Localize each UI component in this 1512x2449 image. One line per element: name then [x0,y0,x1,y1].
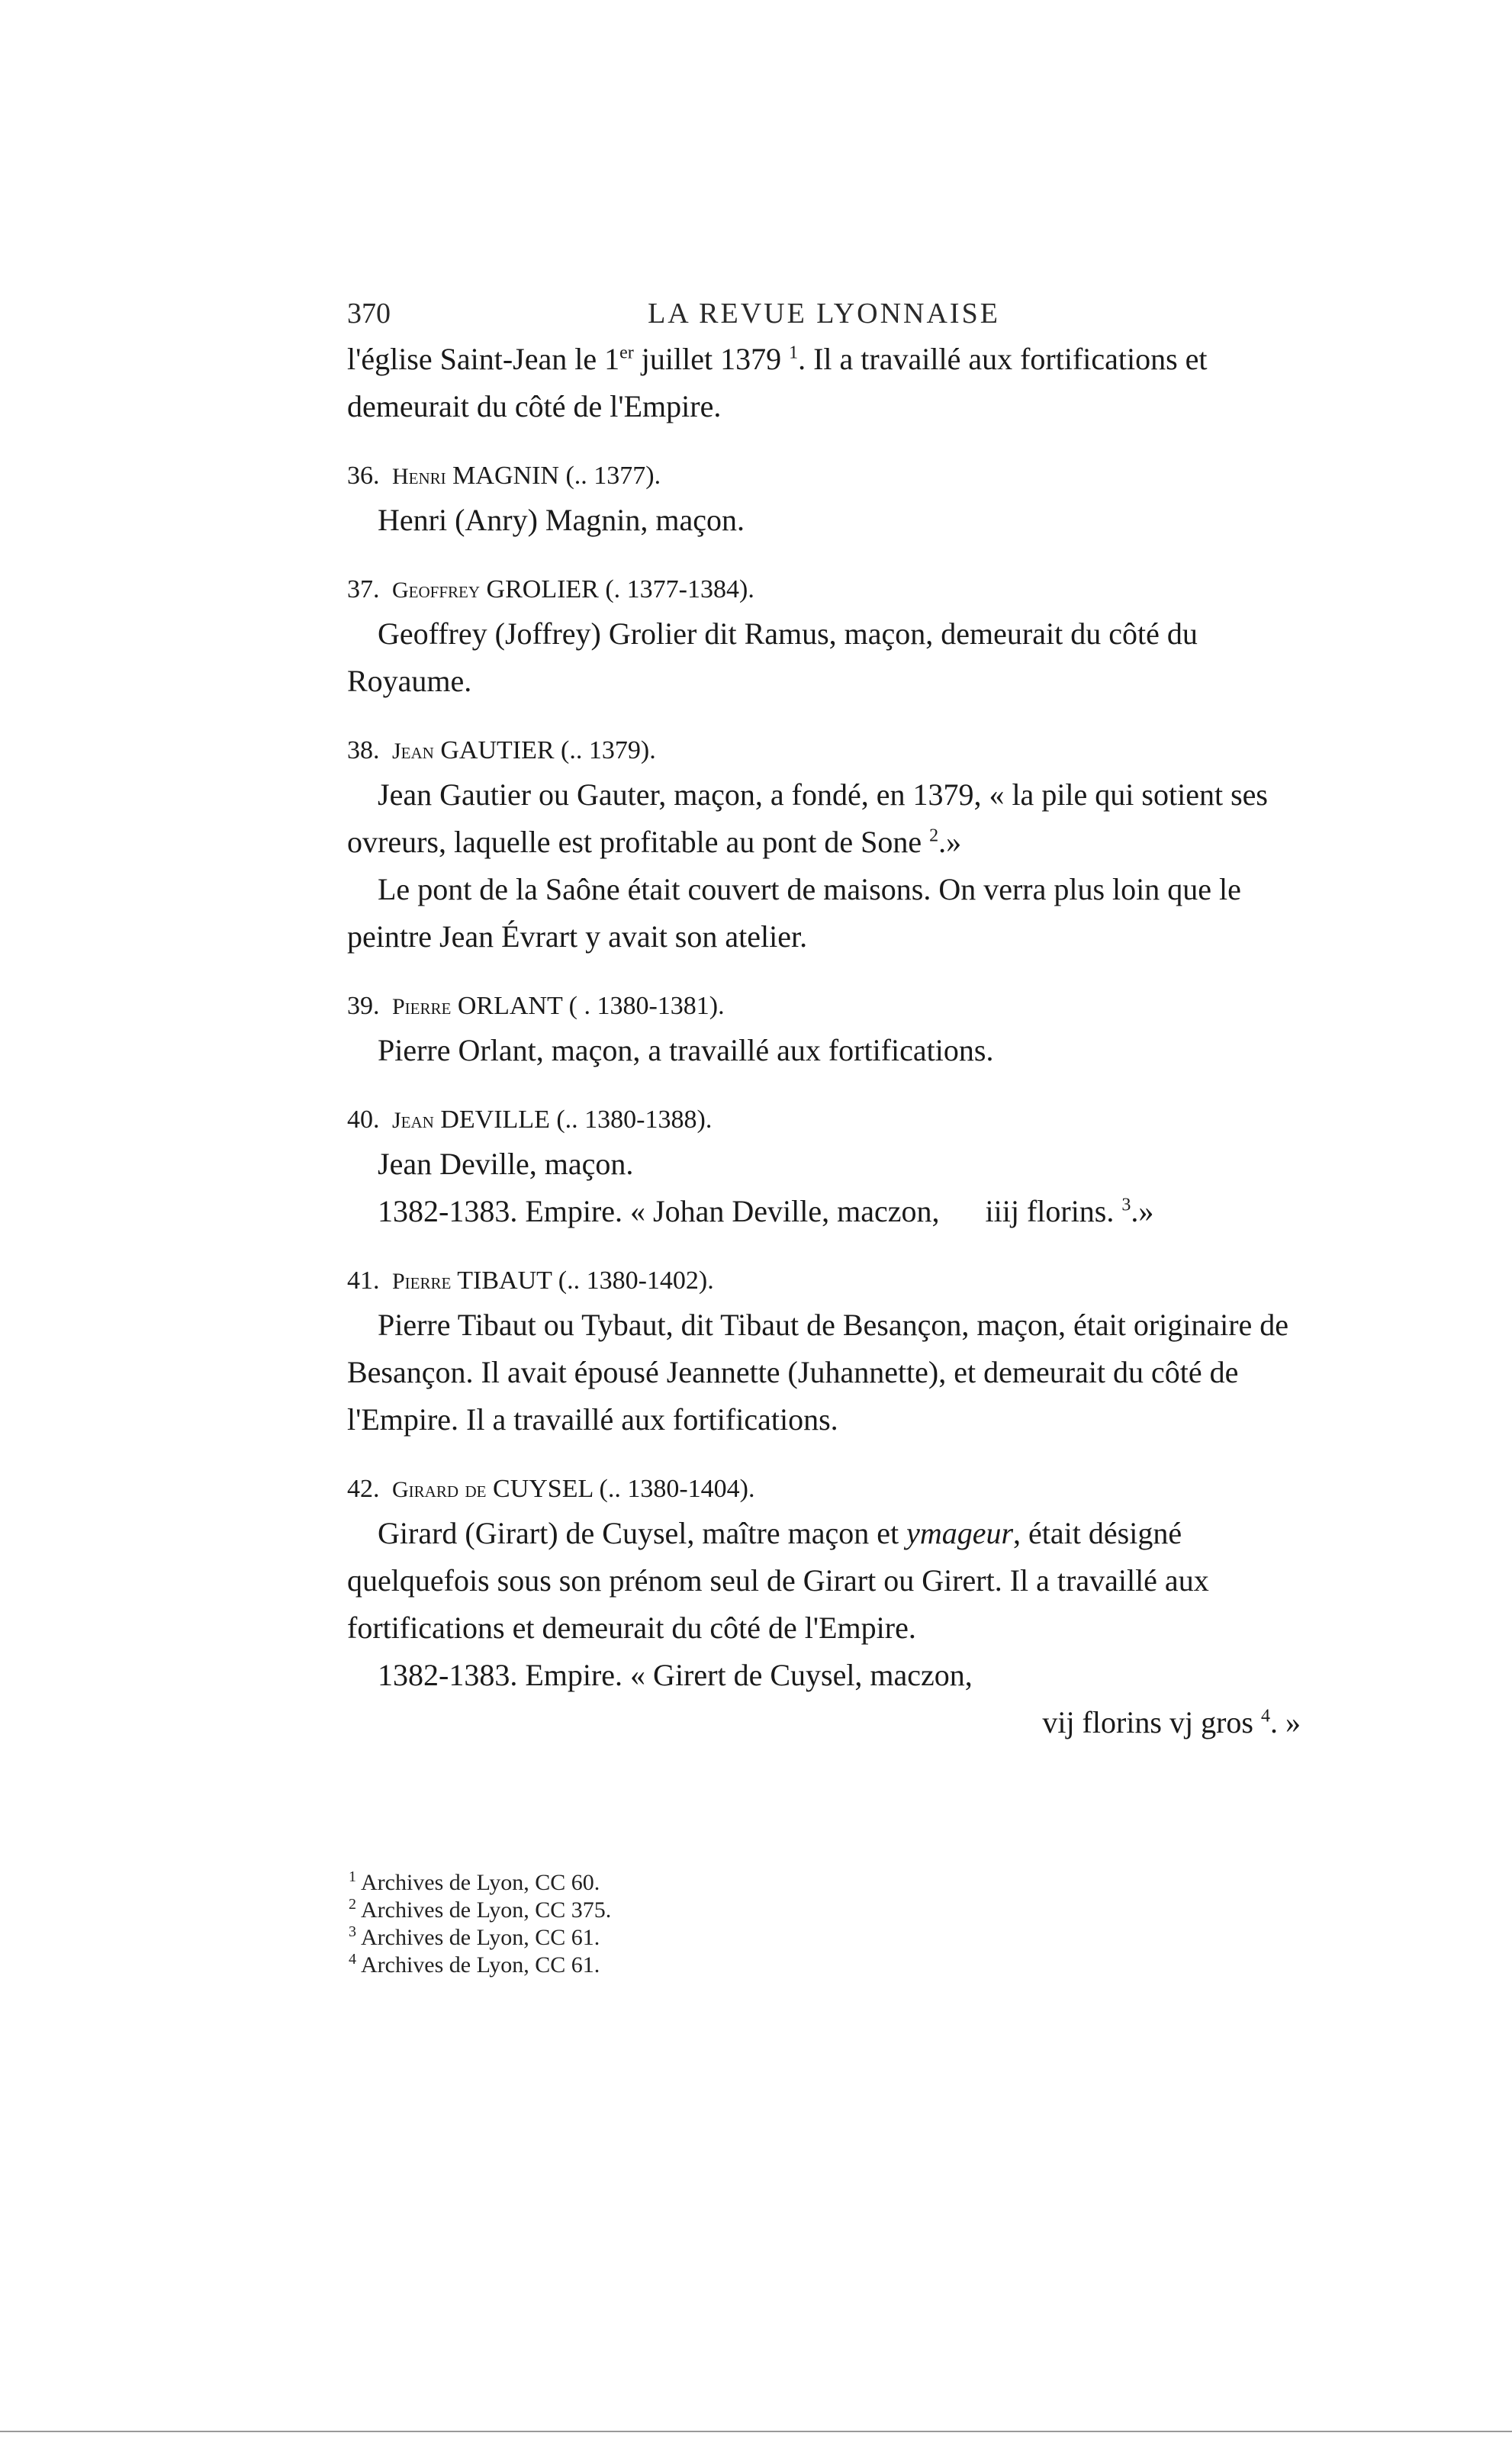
entry-body: Jean Deville, maçon. [378,1147,634,1181]
footnotes [347,1869,957,1979]
footnote: $^4$ Archives de Lyon, CC 61. [349,1951,600,1978]
footnote: $^2$ Archives de Lyon, CC 375. [349,1896,612,1923]
entry-body: Pierre Tibaut ou Tybaut, dit Tibaut de Besançon, maçon, était originaire de Besançon. Il avait épousé Jeannette (Juhannette), et demeurait du côté de l'Empire. Il a travaillé aux fortifications. [347,1308,1289,1437]
entry-heading: 36. Henri MAGNIN (.. 1377). [347,462,661,490]
page-number: 370 [347,298,391,330]
archival-quote: 1382-1383. Empire. « Johan Deville, maczon, iiij florins. $^3$.» [378,1194,1154,1228]
entry-heading: 40. Jean DEVILLE (.. 1380-1388). [347,1105,713,1134]
page-body [347,290,1301,1746]
archival-quote-amount: vij florins vj gros $^4$. » [1042,1705,1301,1739]
archival-quote: 1382-1383. Empire. « Girert de Cuysel, maczon, [378,1658,973,1692]
entry-body: Girard (Girart) de Cuysel, maître maçon et ymageur, était désigné quelquefois sous son prénom seul de Girart ou Girert. Il a travaillé aux fortifications et demeurait du côté de l'Empire. [347,1516,1209,1645]
entry-heading: 41. Pierre TIBAUT (.. 1380-1402). [347,1266,714,1295]
footnote-ref: 4 [1261,1706,1270,1727]
running-header [347,290,1301,336]
entry-heading: 38. Jean GAUTIER (.. 1379). [347,736,656,764]
running-title: LA REVUE LYONNAISE [648,298,1000,330]
footnote-ref: 2 [929,825,939,846]
entry-body: Henri (Anry) Magnin, maçon. [378,503,745,537]
entry-heading: 42. Girard de CUYSEL (.. 1380-1404). [347,1475,755,1503]
footnote: $^3$ Archives de Lyon, CC 61. [349,1923,600,1950]
entry-body: Geoffrey (Joffrey) Grolier dit Ramus, maçon, demeurait du côté du Royaume. [347,616,1198,698]
entry-body: Pierre Orlant, maçon, a travaillé aux fortifications. [378,1033,994,1067]
footnote-ref: 3 [1121,1195,1131,1215]
entry-body-note: Le pont de la Saône était couvert de maisons. On verra plus loin que le peintre Jean Évrart y avait son atelier. [347,872,1241,954]
footnote: $^1$ Archives de Lyon, CC 60. [349,1868,600,1895]
entry-heading: 37. Geoffrey GROLIER (. 1377-1384). [347,575,754,603]
entry-heading: 39. Pierre ORLANT ( . 1380-1381). [347,992,725,1020]
intro-paragraph: l'église Saint-Jean le 1er juillet 1379 $^1$. Il a travaillé aux fortifications et demeurait du côté de l'Empire. [347,342,1208,423]
page-bottom-rule [0,2431,1512,2432]
footnote-ref: 1 [789,343,799,363]
entry-body: Jean Gautier ou Gauter, maçon, a fondé, en 1379, « la pile qui sotient ses ovreurs, laquelle est profitable au pont de Sone $^2$.» [347,777,1268,859]
